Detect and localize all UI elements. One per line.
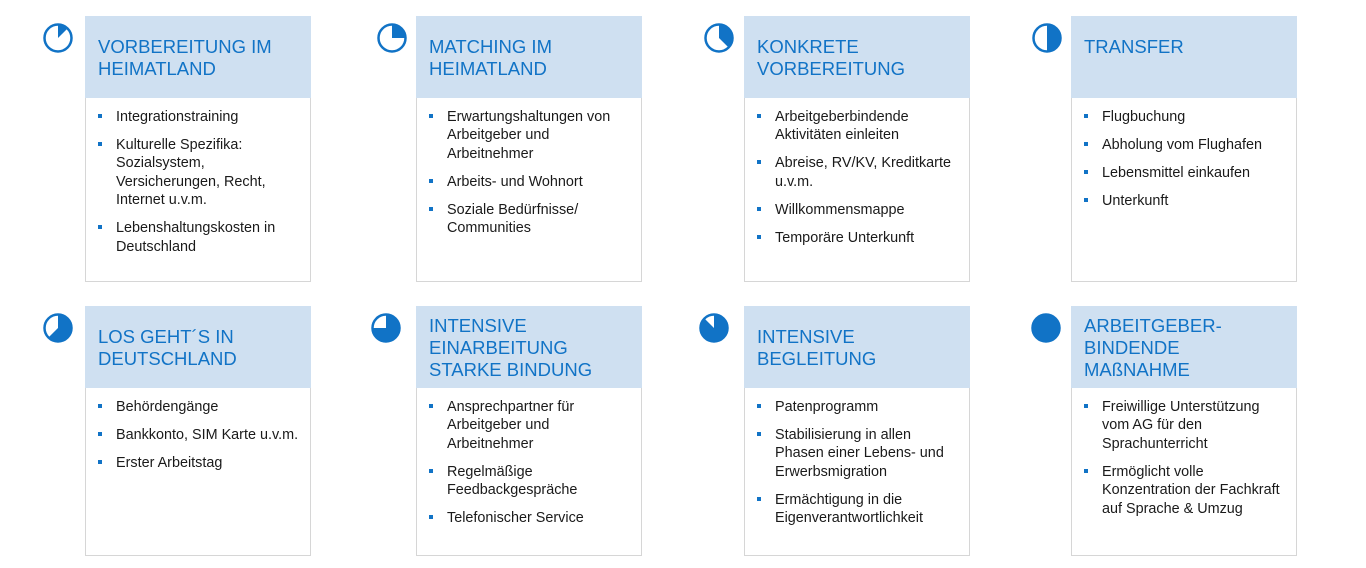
step-title (85, 16, 311, 98)
step-item: Abreise, RV/KV, Kreditkarte u.v.m. (757, 154, 959, 191)
step-title-line: STARKE BINDUNG (429, 359, 593, 380)
step-title-line: INTENSIVE (429, 315, 527, 336)
progress-pie-icon (370, 312, 402, 344)
step-title (744, 306, 970, 388)
progress-pie-icon (376, 22, 408, 54)
progress-pie-icon (42, 22, 74, 54)
step-item: Ermächtigung in die Eigenverantwortlichkeit (757, 491, 959, 528)
step-item: Lebensmittel einkaufen (1084, 164, 1286, 182)
step-item: Abholung vom Flughafen (1084, 136, 1286, 154)
step-body (85, 388, 311, 556)
step-item: Willkommensmappe (757, 201, 959, 219)
step-item: Stabilisierung in allen Phasen einer Lebens- und Erwerbsmigration (757, 426, 959, 481)
step-item: Kulturelle Spezifika: Sozialsystem, Versicherungen, Recht, Internet u.v.m. (98, 136, 300, 210)
step-title-line: MAßNAHME (1084, 359, 1190, 380)
step-body (85, 98, 311, 282)
step-item-list (757, 398, 959, 528)
step-title-line: KONKRETE (757, 36, 859, 57)
step-title-line: ARBEITGEBER- (1084, 315, 1222, 336)
pie-fill (1047, 25, 1061, 52)
step-title-line: TRANSFER (1084, 36, 1184, 57)
step-title-line: MATCHING IM (429, 36, 552, 57)
step-body (1071, 388, 1297, 556)
step-title-line: LOS GEHT´S IN (98, 326, 234, 347)
pie-fill (1033, 315, 1060, 342)
step-title-line: HEIMATLAND (98, 58, 216, 79)
step-item-list (429, 398, 631, 528)
step-item: Bankkonto, SIM Karte u.v.m. (98, 426, 300, 444)
step-title (1071, 16, 1297, 98)
step-item: Telefonischer Service (429, 509, 631, 527)
step-body (1071, 98, 1297, 282)
step-body (416, 98, 642, 282)
step-item: Unterkunft (1084, 192, 1286, 210)
step-title-line: BEGLEITUNG (757, 348, 877, 369)
step-item-list (429, 108, 631, 238)
progress-pie-icon (1030, 312, 1062, 344)
step-title (416, 16, 642, 98)
step-item-list (98, 398, 300, 472)
step-title (416, 306, 642, 388)
step-item: Arbeitgeberbindende Aktivitäten einleiten (757, 108, 959, 145)
progress-pie-icon (703, 22, 735, 54)
step-item: Arbeits- und Wohnort (429, 173, 631, 191)
step-title-line: INTENSIVE (757, 326, 855, 347)
step-title (744, 16, 970, 98)
step-title-line: VORBEREITUNG (757, 58, 906, 79)
step-item: Flugbuchung (1084, 108, 1286, 126)
step-body (744, 98, 970, 282)
step-item: Ermöglicht volle Konzentration der Fachkraft auf Sprache & Umzug (1084, 463, 1286, 518)
step-title (1071, 306, 1297, 388)
step-item: Ansprechpartner für Arbeitgeber und Arbeitnehmer (429, 398, 631, 453)
progress-pie-icon (42, 312, 74, 344)
step-item: Soziale Bedürfnisse/ Communities (429, 201, 631, 238)
step-item-list (757, 108, 959, 247)
step-item: Behördengänge (98, 398, 300, 416)
step-item-list (1084, 398, 1286, 518)
pie-fill (701, 315, 728, 342)
progress-pie-icon (698, 312, 730, 344)
step-item: Erwartungshaltungen von Arbeitgeber und Arbeitnehmer (429, 108, 631, 163)
step-title (85, 306, 311, 388)
step-title-line: DEUTSCHLAND (98, 348, 237, 369)
step-body (416, 388, 642, 556)
step-item: Regelmäßige Feedbackgespräche (429, 463, 631, 500)
step-item: Erster Arbeitstag (98, 454, 300, 472)
step-item: Freiwillige Unterstützung vom AG für den Sprachunterricht (1084, 398, 1286, 453)
step-title-line: EINARBEITUNG (429, 337, 568, 358)
progress-pie-icon (1031, 22, 1063, 54)
step-title-line: HEIMATLAND (429, 58, 547, 79)
step-item: Temporäre Unterkunft (757, 229, 959, 247)
step-item-list (98, 108, 300, 256)
step-item: Patenprogramm (757, 398, 959, 416)
step-item: Integrationstraining (98, 108, 300, 126)
pie-fill (392, 25, 406, 39)
step-title-line: BINDENDE (1084, 337, 1180, 358)
step-item-list (1084, 108, 1286, 210)
step-title-line: VORBEREITUNG IM (98, 36, 272, 57)
step-body (744, 388, 970, 556)
step-item: Lebenshaltungskosten in Deutschland (98, 219, 300, 256)
